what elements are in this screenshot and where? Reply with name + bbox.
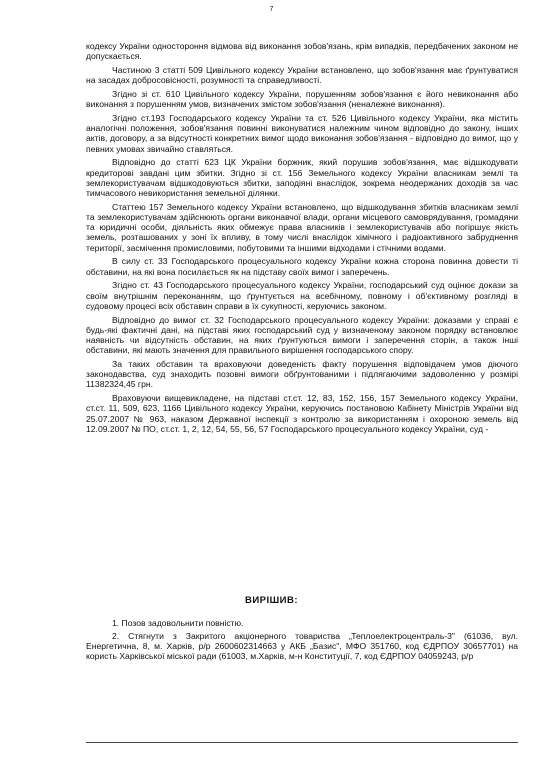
resolution-item: 1. Позов задовольнити повністю. (112, 618, 244, 628)
resolution-section (86, 618, 518, 664)
paragraph: Згідно зі ст. 610 Цивільного кодексу України, порушенням зобов'язання є його невиконання або виконання з порушенням умов, визначених змістом зобов'язання (неналежне виконання). (86, 89, 518, 110)
paragraph: Враховуючи вищевикладене, на підставі ст.ст. 12, 83, 152, 156, 157 Земельного кодексу України, ст.ст. 11, 509, 623, 1166 Цивільного кодексу України, керуючись постановою Кабінету Міністрів України від 25.07.2007 № 963, наказом Державної інспекції з контролю за використанням і охороною земель від 12.09.2007 № ПО, ст.ст. 1, 2, 12, 54, 55, 56, 57 Господарського процесуального кодексу України, суд - (86, 393, 518, 434)
resolution-item: 2. Стягнути з Закритого акціонерного товариства „Теплоелектроцентраль-3" (61036, вул. Енергетична, 8, м. Харків, р/р 2600602314663 у АКБ „Базис", МФО 351760, код ЄДРПОУ 30657701) на користь Харківської міської ради (61003, м.Харків, м-н Конституції, 7, код ЄДРПОУ 04059243, р/р (86, 630, 518, 662)
paragraph: Частиною 3 статті 509 Цивільного кодексу України встановлено, що зобов'язання має ґрунтуватися на засадах добросовісності, розумності та справедливості. (86, 65, 518, 86)
paragraph: Відповідно до статті 623 ЦК України боржник, який порушив зобов'язання, має відшкодувати кредиторові завдані цим збитки. Згідно зі ст. 156 Земельного кодексу України власникам землі та землекористувачам відшкодовуються збитки, заподіяні внаслідок, зокрема неодержаних доходів за час тимчасового невикористання земельної ділянки. (86, 157, 518, 199)
paragraph: Відповідно до вимог ст. 32 Господарського процесуального кодексу України: доказами у справі є будь-які фактичні дані, на підставі яких господарський суд у визначеному законом порядку встановлює наявність чи відсутність обставин, на яких ґрунтуються вимоги і заперечення сторін, а також інші обставини, які мають значення для правильного вирішення господарського спору. (86, 314, 518, 356)
paragraph: Згідно ст.193 Господарського кодексу України та ст. 526 Цивільного кодексу України, яка містить аналогічні положення, зобов'язання повинні виконуватися належним чином відповідно до закону, інших актів, договору, а за відсутності конкретних вимог щодо виконання зобов'язання - відповідно до вимог, що у певних умовах звичайно ставляться. (86, 113, 518, 154)
paragraph: В силу ст. 33 Господарського процесуального кодексу України кожна сторона повинна довести ті обставини, на які вона посилається як на підставу своїх вимог і заперечень. (86, 256, 518, 277)
paragraph: За таких обставин та враховуючи доведеність факту порушення відповідачем умов діючого законодавства, суд знаходить позовні вимоги обґрунтованими і підлягаючими задоволенню у розмірі 11382324,45 грн. (86, 359, 518, 390)
decision-heading: ВИРІШИВ: (244, 595, 299, 606)
page-number: 7 (269, 6, 274, 13)
document-body (86, 41, 518, 438)
paragraph: Статтею 157 Земельного кодексу України встановлено, що відшкодування збитків власникам землі та землекористувачам здійснюють органи виконавчої влади, органи місцевого самоврядування, громадяни та юридичні особи, діяльність яких обмежує права власників і землекористувачів або погіршує якість земель, розташованих у зоні їх впливу, в тому числі внаслідок хімічного і радіоактивного забруднення території, засмічення промисловими, побутовими та іншими відходами і стічними водами. (86, 201, 518, 253)
footer-divider (86, 742, 518, 743)
paragraph: Згідно ст. 43 Господарського процесуального кодексу України, господарський суд оцінює докази за своїм внутрішнім переконанням, що ґрунтується на всебічному, повному і об'єктивному розгляді в судовому процесі всіх обставин справи в їх сукупності, керуючись законом. (86, 280, 518, 311)
paragraph: кодексу України одностороння відмова від виконання зобов'язань, крім випадків, передбачених законом не допускається. (86, 41, 518, 62)
